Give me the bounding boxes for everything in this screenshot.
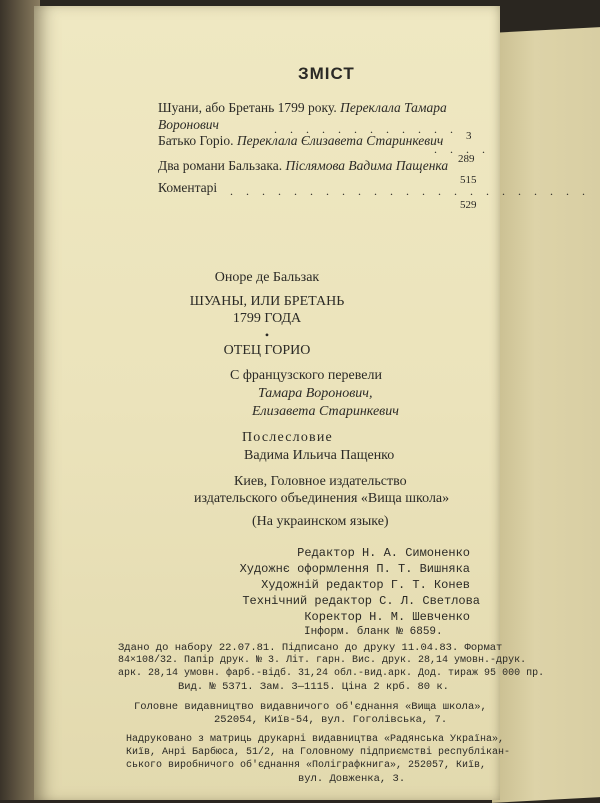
imprint-line-3: арк. 28,14 умовн. фарб.-відб. 31,24 обл.-вид.арк. Дод. тираж 95 000 пр.	[118, 668, 545, 679]
blank-number: Інформ. бланк № 6859.	[304, 626, 443, 638]
author: Оноре де Бальзак	[214, 270, 320, 285]
imprint-line-4: Вид. № 5371. Зам. 3—1115. Ціна 2 крб. 80 к.	[178, 681, 449, 693]
printer-line-4: вул. Довженка, 3.	[298, 773, 406, 785]
afterword-label: Послесловие	[242, 430, 333, 445]
toc-entry-1-page: 3	[466, 130, 472, 142]
printer-line-2: Київ, Анрі Барбюса, 51/2, на Головному підприємстві республікан-	[126, 747, 511, 758]
credit-proofreader: Коректор Н. М. Шевченко	[304, 610, 470, 624]
publisher-address-2: 252054, Київ-54, вул. Гоголівська, 7.	[214, 714, 448, 726]
toc-entry-3-page: 515	[460, 174, 477, 186]
imprint-line-2: 84×108/32. Папір друк. № 3. Літ. гарн. Вис. друк. 28,14 умовн.-друк.	[118, 655, 527, 666]
adjacent-page	[492, 27, 600, 803]
credit-design: Художнє оформлення П. Т. Вишняка	[239, 562, 470, 576]
credit-editor: Редактор Н. А. Симоненко	[297, 546, 470, 560]
translation-line: С французского перевели	[230, 368, 382, 383]
toc-leader: . . . . . . . . . . . . . . . . . . . . . . .	[230, 184, 590, 198]
printer-line-3: ського виробничого об'єднання «Поліграфкнига», 252057, Київ,	[126, 760, 487, 771]
publisher-address-1: Головне видавництво видавничого об'єднання «Вища школа»,	[134, 701, 487, 713]
title-1-line-1: ШУАНЫ, ИЛИ БРЕТАНЬ	[189, 294, 345, 309]
imprint-line-1: Здано до набору 22.07.81. Підписано до друку 11.04.83. Формат	[118, 642, 503, 654]
toc-entry-3: Два романи Бальзака. Післямова Вадима Пащенка	[158, 158, 449, 173]
language-note: (На украинском языке)	[252, 514, 389, 529]
separator-bullet: •	[264, 328, 270, 342]
printer-line-1: Надруковано з матриць друкарні видавництва «Радянська Україна»,	[126, 734, 505, 745]
toc-leader: . . . . . . . . . . . .	[274, 122, 458, 136]
title-2: ОТЕЦ ГОРИО	[223, 343, 311, 358]
publisher-line-1: Киев, Головное издательство	[234, 474, 407, 489]
translator-2: Елизавета Старинкевич	[252, 404, 399, 419]
toc-leader: . . . .	[434, 142, 490, 156]
toc-entry-1-line2: Воронович	[158, 117, 219, 132]
translator-1: Тамара Воронович,	[258, 386, 373, 401]
title-1-line-2: 1799 ГОДА	[232, 311, 302, 326]
toc-entry-2-page: 289	[458, 153, 475, 165]
toc-entry-2: Батько Горіо. Переклала Єлизавета Старинкевич	[158, 133, 444, 148]
credit-tech-editor: Технічний редактор С. Л. Светлова	[242, 594, 480, 608]
publisher-line-2: издательского объединения «Вища школа»	[194, 491, 450, 506]
toc-entry-1-line1: Шуани, або Бретань 1799 року. Переклала Тамара	[158, 100, 447, 115]
afterword-author: Вадима Ильича Пащенко	[244, 448, 395, 463]
credit-art-editor: Художній редактор Г. Т. Конев	[261, 578, 470, 592]
toc-entry-4-page: 529	[460, 199, 477, 211]
book-page	[34, 6, 590, 800]
toc-heading: ЗМІСТ	[298, 64, 355, 83]
toc-entry-4: Коментарі	[158, 180, 218, 195]
